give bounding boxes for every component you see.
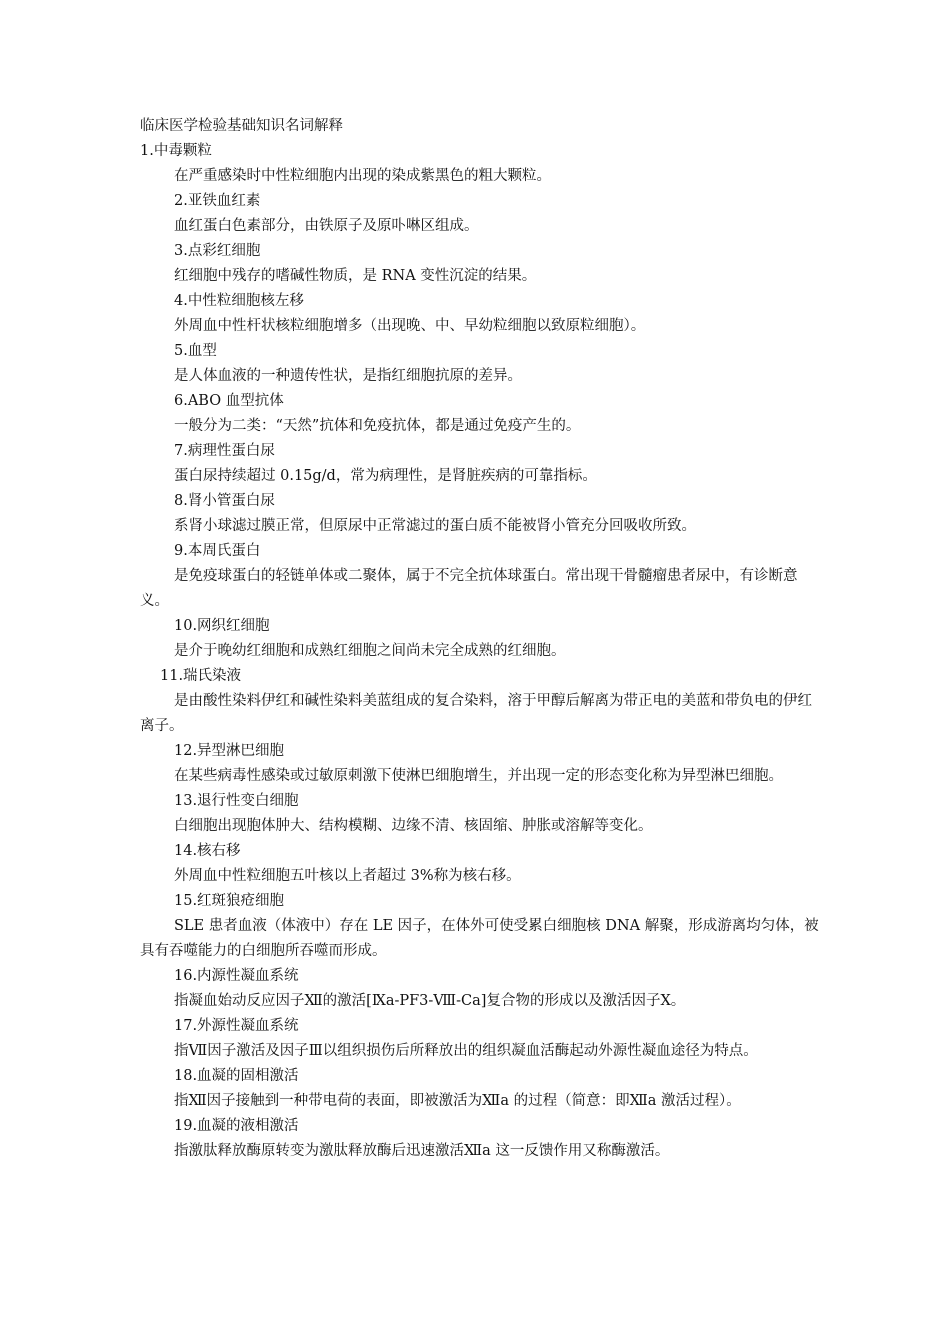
term-14: 14.核右移	[174, 843, 241, 859]
definition-6: 一般分为二类：“天然”抗体和免疫抗体，都是通过免疫产生的。	[174, 418, 581, 434]
definition-19: 指激肽释放酶原转变为激肽释放酶后迅速激活Ⅻa 这一反馈作用又称酶激活。	[174, 1143, 670, 1159]
term-7: 7.病理性蛋白尿	[174, 443, 275, 459]
document-page	[140, 114, 820, 1164]
definition-1: 在严重感染时中性粒细胞内出现的染成紫黑色的粗大颗粒。	[174, 168, 551, 184]
definition-2: 血红蛋白色素部分，由铁原子及原卟啉区组成。	[174, 218, 479, 234]
definition-11: 是由酸性染料伊红和碱性染料美蓝组成的复合染料，溶于甲醇后解离为带正电的美蓝和带负电的伊红离子。	[140, 693, 812, 734]
definition-4: 外周血中性杆状核粒细胞增多（出现晚、中、早幼粒细胞以致原粒细胞）。	[174, 318, 646, 334]
definition-17: 指Ⅶ因子激活及因子Ⅲ以组织损伤后所释放出的组织凝血活酶起动外源性凝血途径为特点。	[174, 1043, 758, 1059]
term-12: 12.异型淋巴细胞	[174, 743, 285, 759]
definition-9: 是免疫球蛋白的轻链单体或二聚体，属于不完全抗体球蛋白。常出现干骨髓瘤患者尿中，有诊断意义。	[140, 568, 798, 609]
term-5: 5.血型	[174, 343, 217, 359]
definition-5: 是人体血液的一种遗传性状，是指红细胞抗原的差异。	[174, 368, 522, 384]
term-15: 15.红斑狼疮细胞	[174, 893, 285, 909]
term-3: 3.点彩红细胞	[174, 243, 261, 259]
term-17: 17.外源性凝血系统	[174, 1018, 299, 1034]
definition-13: 白细胞出现胞体肿大、结构模糊、边缘不清、核固缩、肿胀或溶解等变化。	[174, 818, 653, 834]
definition-15: SLE 患者血液（体液中）存在 LE 因子，在体外可使受累白细胞核 DNA 解聚，形成游离均匀体，被具有吞噬能力的白细胞所吞噬而形成。	[140, 918, 819, 959]
term-1: 1.中毒颗粒	[140, 143, 212, 159]
term-2: 2.亚铁血红素	[174, 193, 261, 209]
term-8: 8.肾小管蛋白尿	[174, 493, 275, 509]
term-6: 6.ABO 血型抗体	[174, 393, 284, 409]
term-10: 10.网织红细胞	[174, 618, 270, 634]
term-11: 11.瑞氏染液	[160, 668, 242, 684]
definition-10: 是介于晚幼红细胞和成熟红细胞之间尚未完全成熟的红细胞。	[174, 643, 566, 659]
definition-16: 指凝血始动反应因子Ⅻ的激活[Ⅸa-PF3-Ⅷ-Ca]复合物的形成以及激活因子Ⅹ。	[174, 993, 686, 1009]
definition-7: 蛋白尿持续超过 0.15g/d，常为病理性，是肾脏疾病的可靠指标。	[174, 468, 597, 484]
term-19: 19.血凝的液相激活	[174, 1118, 299, 1134]
document-title: 临床医学检验基础知识名词解释	[140, 118, 343, 134]
definition-12: 在某些病毒性感染或过敏原刺激下使淋巴细胞增生，并出现一定的形态变化称为异型淋巴细胞。	[174, 768, 783, 784]
term-16: 16.内源性凝血系统	[174, 968, 299, 984]
term-13: 13.退行性变白细胞	[174, 793, 299, 809]
term-9: 9.本周氏蛋白	[174, 543, 261, 559]
definition-3: 红细胞中残存的嗜碱性物质，是 RNA 变性沉淀的结果。	[174, 268, 537, 284]
definition-14: 外周血中性粒细胞五叶核以上者超过 3%称为核右移。	[174, 868, 521, 884]
term-4: 4.中性粒细胞核左移	[174, 293, 304, 309]
term-18: 18.血凝的固相激活	[174, 1068, 299, 1084]
definition-18: 指Ⅻ因子接触到一种带电荷的表面，即被激活为Ⅻa 的过程（简意：即Ⅻa 激活过程）。	[174, 1093, 741, 1109]
definition-8: 系肾小球滤过膜正常，但原尿中正常滤过的蛋白质不能被肾小管充分回吸收所致。	[174, 518, 696, 534]
